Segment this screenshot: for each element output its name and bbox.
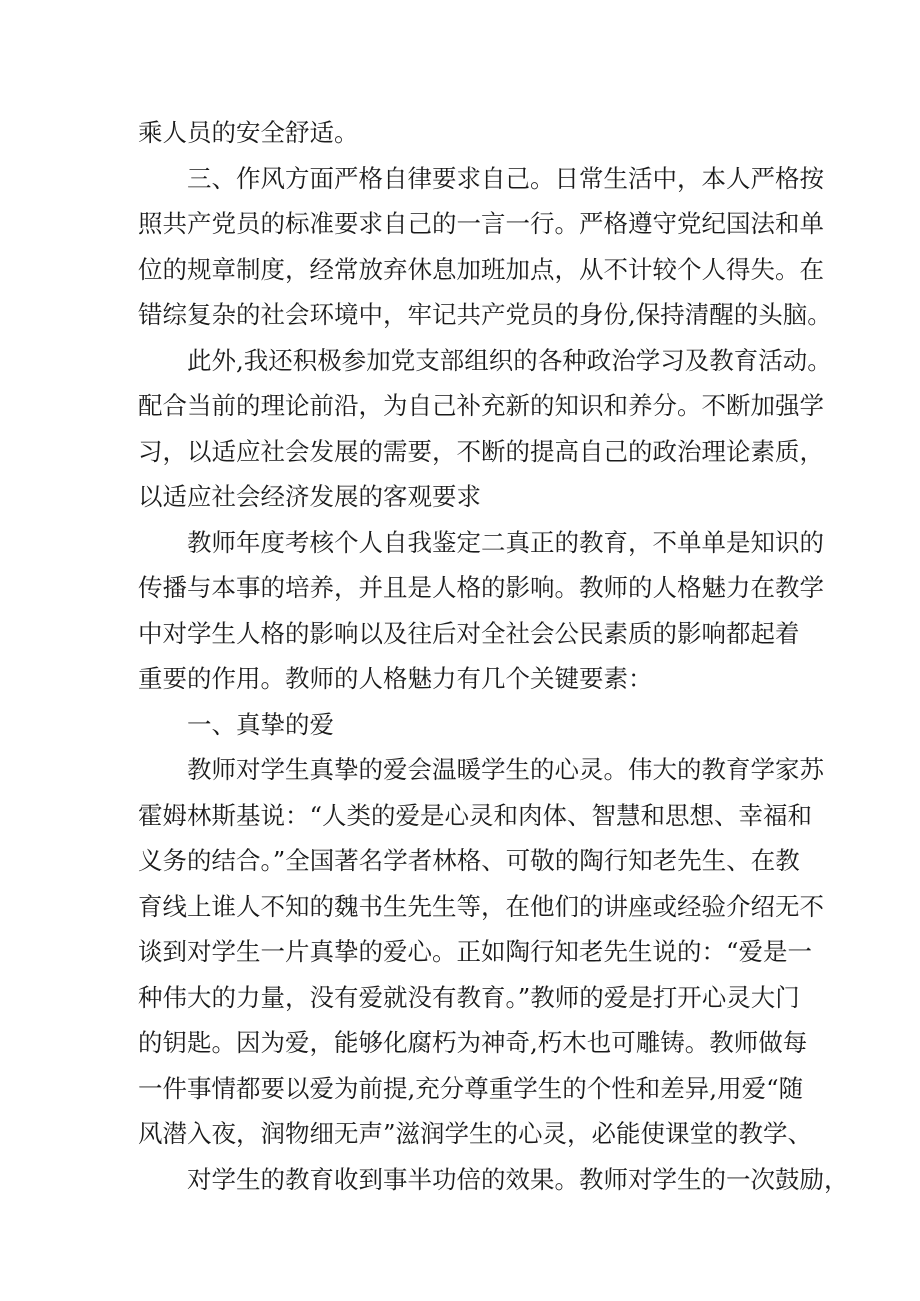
text-line: 位的规章制度，经常放弃休息加班加点，从不计较个人得失。在 (138, 254, 824, 284)
section-heading: 一、真挚的爱 (187, 709, 334, 739)
text-line: 风潜入夜，润物细无声”滋润学生的心灵，必能使课堂的教学、 (138, 1119, 813, 1148)
text-line: 中对学生人格的影响以及往后对全社会公民素质的影响都起着 (138, 618, 800, 648)
document-body (138, 110, 849, 1202)
text-line: 重要的作用。教师的人格魅力有几个关键要素： (138, 664, 653, 693)
text-line: 三、作风方面严格自律要求自己。日常生活中，本人严格按 (187, 163, 824, 193)
text-line: 霍姆林斯基说：“人类的爱是心灵和肉体、智慧和思想、幸福和 (138, 800, 813, 830)
text-line: 配合当前的理论前沿，为自己补充新的知识和养分。不断加强学 (138, 391, 824, 420)
text-line: 一件事情都要以爱为前提,充分尊重学生的个性和差异,用爱“随 (138, 1073, 804, 1103)
text-line: 乘人员的安全舒适。 (138, 118, 359, 147)
text-line: 谈到对学生一片真挚的爱心。正如陶行知老先生说的：“爱是一 (138, 937, 813, 966)
text-line: 传播与本事的培养，并且是人格的影响。教师的人格魅力在教学 (138, 573, 824, 602)
text-line: 种伟大的力量，没有爱就没有教育。”教师的爱是打开心灵大门 (138, 982, 800, 1012)
text-line: 教师年度考核个人自我鉴定二真正的教育，不单单是知识的 (187, 527, 824, 557)
text-line: 习，以适应社会发展的需要，不断的提高自己的政治理论素质， (138, 436, 824, 466)
text-line: 照共产党员的标准要求自己的一言一行。严格遵守党纪国法和单 (138, 209, 824, 238)
text-line: 错综复杂的社会环境中，牢记共产党员的身份,保持清醒的头脑。 (138, 300, 832, 329)
text-line: 对学生的教育收到事半功倍的效果。教师对学生的一次鼓励， (187, 1164, 849, 1194)
text-line: 义务的结合。”全国著名学者林格、可敬的陶行知老先生、在教 (138, 846, 800, 875)
text-line: 育线上谁人不知的魏书生先生等，在他们的讲座或经验介绍无不 (138, 891, 824, 921)
text-line: 教师对学生真挚的爱会温暖学生的心灵。伟大的教育学家苏 (187, 755, 824, 784)
text-line: 以适应社会经济发展的客观要求 (138, 482, 481, 511)
text-line: 的钥匙。因为爱，能够化腐朽为神奇,朽木也可雕铸。教师做每 (138, 1028, 808, 1057)
text-line: 此外,我还积极参加党支部组织的各种政治学习及教育活动。 (187, 345, 832, 375)
